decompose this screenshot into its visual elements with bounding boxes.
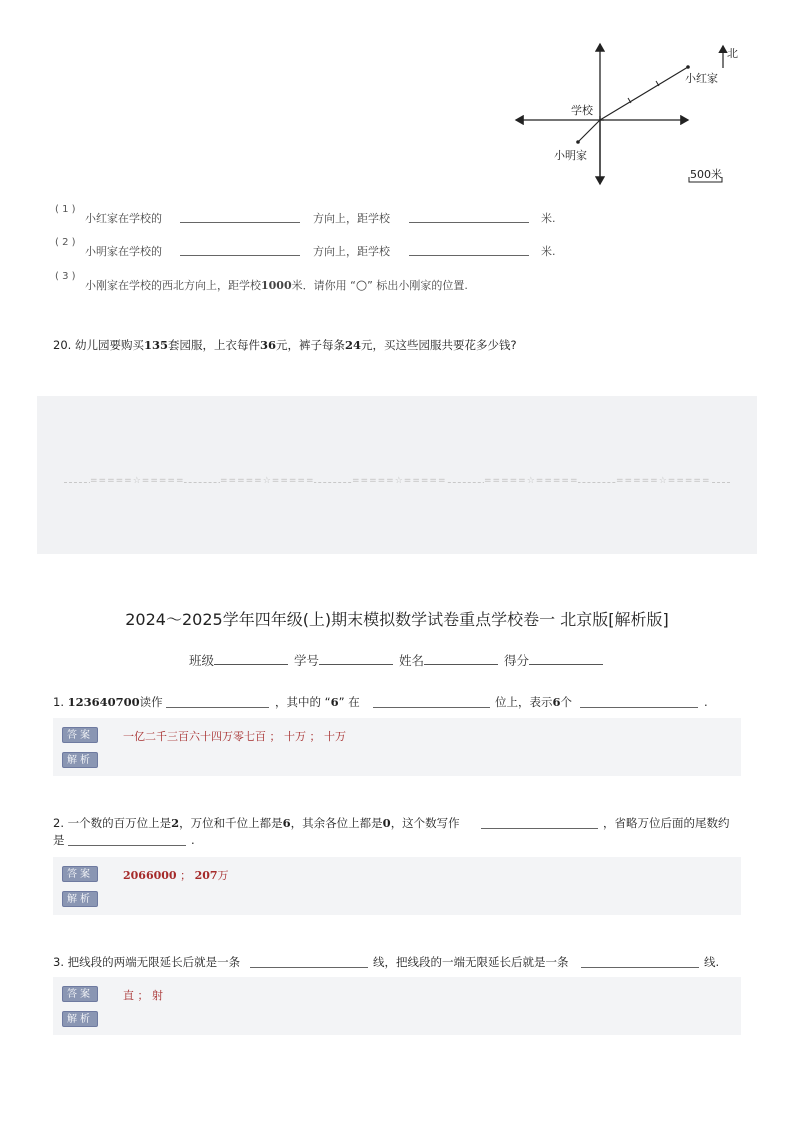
school-label: 学校 bbox=[571, 104, 593, 117]
xiaoming-point bbox=[576, 140, 580, 144]
answer-tag[interactable]: 答案 bbox=[62, 986, 98, 1002]
subquestion-text: 米. bbox=[541, 212, 556, 225]
analysis-tag[interactable]: 解析 bbox=[62, 1011, 98, 1027]
work-area[interactable] bbox=[37, 396, 757, 554]
question-20: 20. 幼儿园要购买135套园服，上衣每件36元，裤子每条24元，买这些园服共要花多少钱? bbox=[53, 338, 517, 352]
subquestion-1 bbox=[55, 204, 615, 226]
student-info-line: 班级 学号 姓名 得分 bbox=[0, 651, 794, 669]
subquestion-text: 方向上，距学校 bbox=[313, 212, 390, 225]
subquestion-text: 米. bbox=[541, 245, 556, 258]
answer-blank[interactable] bbox=[373, 695, 490, 708]
direction-diagram bbox=[500, 36, 750, 191]
score-field[interactable] bbox=[529, 652, 603, 665]
subquestion-number: ( 3 ) bbox=[55, 271, 76, 282]
student-id-field[interactable] bbox=[319, 652, 393, 665]
subquestion-2 bbox=[55, 237, 615, 259]
answer-text: 2066000 ； 207万 bbox=[123, 869, 229, 882]
xiaoming-ray bbox=[578, 120, 600, 142]
subquestion-text: 小明家在学校的 bbox=[85, 245, 162, 258]
answer-blank[interactable] bbox=[250, 955, 368, 968]
answer-blank[interactable] bbox=[68, 833, 186, 846]
question-1: 1. 123640700读作 ，其中的 “6” 在 位上，表示6个 . bbox=[53, 695, 708, 709]
answer-blank[interactable] bbox=[481, 816, 598, 829]
subquestion-text: 小红家在学校的 bbox=[85, 212, 162, 225]
scale-label: 500米 bbox=[690, 168, 722, 181]
xiaohong-point bbox=[686, 65, 690, 69]
xiaohong-label: 小红家 bbox=[685, 72, 718, 85]
divider-line: =====☆===== =====☆===== =====☆===== =====☆===== =====☆===== bbox=[64, 482, 730, 483]
question-3: 3. 把线段的两端无限延长后就是一条 线，把线段的一端无限延长后就是一条 线. bbox=[53, 955, 720, 969]
answer-blank[interactable] bbox=[581, 955, 699, 968]
answer-tag[interactable]: 答案 bbox=[62, 727, 98, 743]
answer-blank[interactable] bbox=[180, 210, 300, 223]
answer-box-2 bbox=[53, 857, 741, 915]
page-title: 2024～2025学年四年级(上)期末模拟数学试卷重点学校卷一 北京版[解析版] bbox=[125, 610, 669, 629]
answer-blank[interactable] bbox=[409, 210, 529, 223]
subquestion-3 bbox=[55, 271, 655, 293]
answer-text: 一亿二千三百六十四万零七百 ； 十万 ； 十万 bbox=[123, 730, 346, 743]
circle-icon: ○ bbox=[355, 278, 368, 293]
subquestion-text: 方向上，距学校 bbox=[313, 245, 390, 258]
xiaoming-label: 小明家 bbox=[554, 149, 587, 162]
subquestion-text: 小刚家在学校的西北方向上，距学校1000米．请你用 “○” 标出小刚家的位置. bbox=[85, 278, 468, 293]
answer-tag[interactable]: 答案 bbox=[62, 866, 98, 882]
question-2: 2. 一个数的百万位上是2，万位和千位上都是6，其余各位上都是0，这个数写作 ，省略万位后面的尾数约 是 . bbox=[53, 816, 730, 847]
north-label: 北 bbox=[727, 47, 738, 60]
xiaohong-ray bbox=[600, 67, 688, 120]
answer-blank[interactable] bbox=[580, 695, 698, 708]
answer-blank[interactable] bbox=[166, 695, 269, 708]
analysis-tag[interactable]: 解析 bbox=[62, 752, 98, 768]
answer-blank[interactable] bbox=[409, 243, 529, 256]
analysis-tag[interactable]: 解析 bbox=[62, 891, 98, 907]
class-field[interactable] bbox=[214, 652, 288, 665]
subquestion-number: ( 1 ) bbox=[55, 204, 76, 215]
answer-text: 直 ； 射 bbox=[123, 989, 163, 1002]
answer-box-1 bbox=[53, 718, 741, 776]
answer-box-3 bbox=[53, 977, 741, 1035]
answer-blank[interactable] bbox=[180, 243, 300, 256]
name-field[interactable] bbox=[424, 652, 498, 665]
subquestion-number: ( 2 ) bbox=[55, 237, 76, 248]
